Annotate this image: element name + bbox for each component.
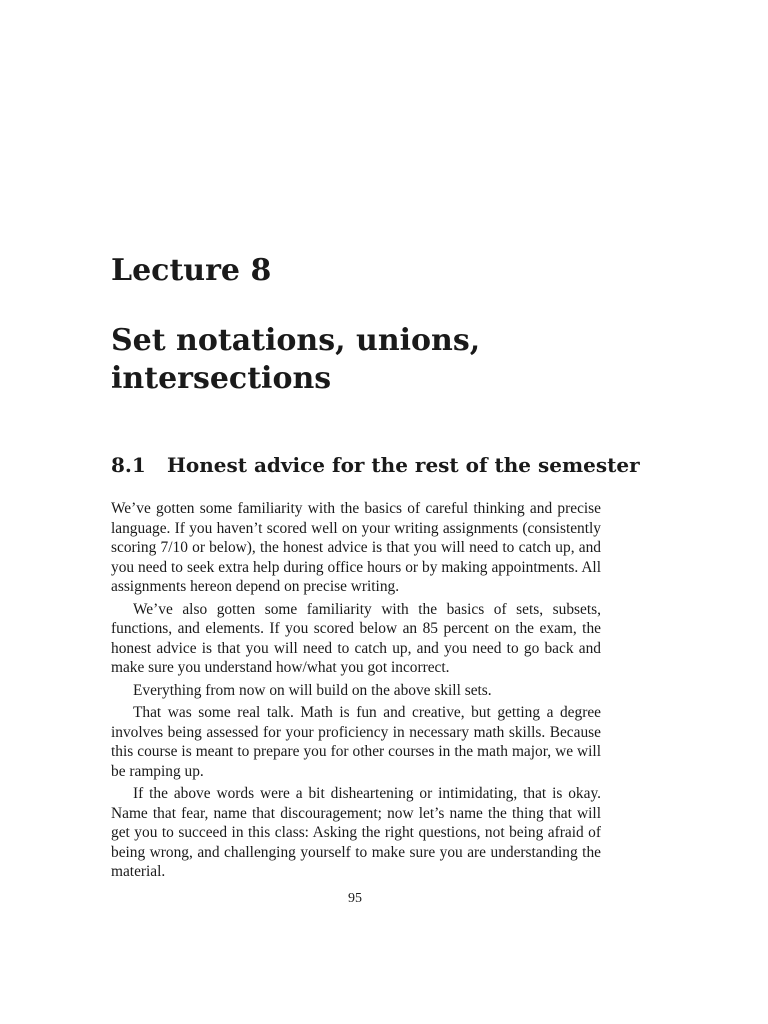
paragraph: We’ve gotten some familiarity with the basics of careful thinking and precise language. If you haven’t scored well on your writing assignments (consistently scoring 7/10 or below), the honest advice is that you will need to catch up, and you need to seek extra help during office hours or by making appointments. All assignments hereon depend on precise writing.	[111, 500, 601, 595]
paragraph: We’ve also gotten some familiarity with the basics of sets, subsets, functions, and elements. If you scored below an 85 percent on the exam, the honest advice is that you will need to catch up, and you need to go back and make sure you understand how/what you got incorrect.	[111, 600, 601, 676]
page-number: 95	[348, 891, 362, 906]
paragraph: If the above words were a bit disheartening or intimidating, that is okay. Name that fear, name that discouragement; now let’s name the thing that will get you to succeed in this class: Asking the right questions, not being afraid of being wrong, and challenging yourself to make sure you are understanding the material.	[111, 785, 601, 880]
section-heading	[111, 452, 640, 478]
chapter-title: Set notations, unions, intersections	[111, 323, 481, 396]
paragraph: That was some real talk. Math is fun and creative, but getting a degree involves being assessed for your proficiency in necessary math skills. Because this course is meant to prepare you for other courses in the math major, we will be ramping up.	[111, 704, 601, 780]
body-text	[111, 499, 601, 885]
lecture-label: Lecture 8	[111, 253, 272, 288]
section-title: Honest advice for the rest of the semester	[167, 453, 640, 477]
paragraph: Everything from now on will build on the above skill sets.	[133, 681, 492, 699]
section-number: 8.1	[111, 453, 146, 477]
